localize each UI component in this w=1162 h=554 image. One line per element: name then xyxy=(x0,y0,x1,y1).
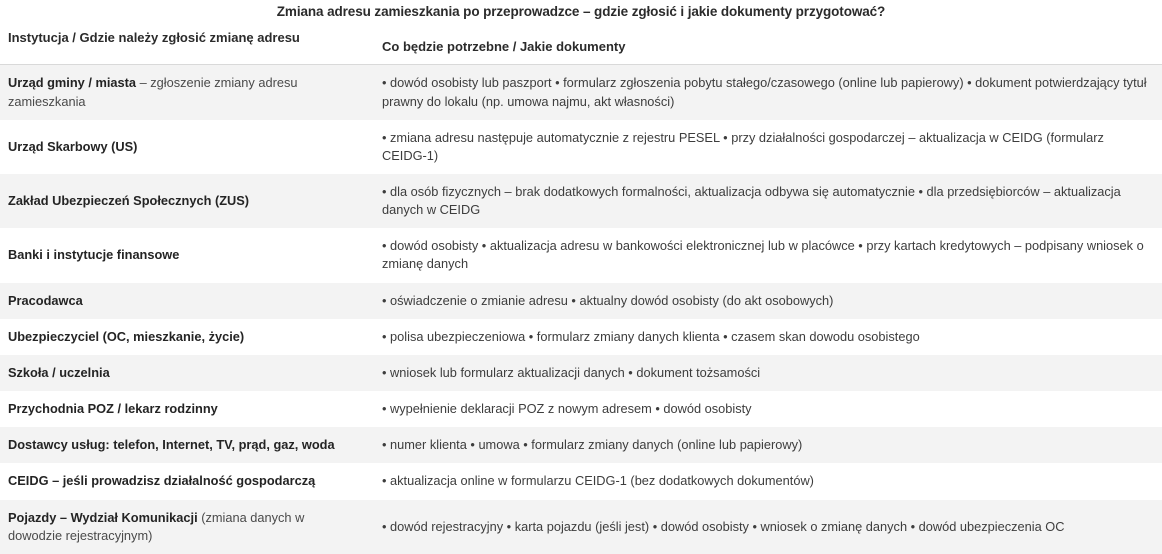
table-body xyxy=(0,65,1162,554)
table-head xyxy=(0,26,1162,65)
table-row xyxy=(0,500,1162,554)
institution-name: CEIDG – jeśli prowadzisz działalność gospodarczą xyxy=(8,473,316,489)
table-row xyxy=(0,319,1162,355)
table-row xyxy=(0,120,1162,174)
institution-name: Urząd Skarbowy (US) xyxy=(8,138,138,154)
table-row xyxy=(0,65,1162,120)
cell-institution xyxy=(0,65,370,120)
institution-name: Banki i instytucje finansowe xyxy=(8,247,180,263)
table-row xyxy=(0,174,1162,228)
institution-name: Szkoła / uczelnia xyxy=(8,364,110,380)
cell-institution xyxy=(0,463,370,499)
cell-documents: • polisa ubezpieczeniowa • formularz zmiany danych klienta • czasem skan dowodu osobistego xyxy=(370,319,1162,355)
table-header-row xyxy=(0,26,1162,65)
cell-documents: • zmiana adresu następuje automatycznie z rejestru PESEL • przy działalności gospodarczej – aktualizacja w CEIDG (formularz CEIDG-1) xyxy=(370,120,1162,174)
cell-institution xyxy=(0,228,370,282)
table-row xyxy=(0,427,1162,463)
cell-institution xyxy=(0,500,370,554)
cell-documents: • dowód osobisty lub paszport • formularz zgłoszenia pobytu stałego/czasowego (online lub papierowy) • dokument potwierdzający tytuł prawny do lokalu (np. umowa najmu, akt własności) xyxy=(370,65,1162,120)
table-row xyxy=(0,283,1162,319)
institution-name: Pracodawca xyxy=(8,292,83,308)
cell-documents: • wypełnienie deklaracji POZ z nowym adresem • dowód osobisty xyxy=(370,391,1162,427)
column-header-documents: Co będzie potrzebne / Jakie dokumenty xyxy=(370,26,1162,65)
column-header-institution: Instytucja / Gdzie należy zgłosić zmianę adresu xyxy=(0,26,370,65)
page-title: Zmiana adresu zamieszkania po przeprowadzce – gdzie zgłosić i jakie dokumenty przygotować? xyxy=(276,4,886,19)
cell-documents: • wniosek lub formularz aktualizacji danych • dokument tożsamości xyxy=(370,355,1162,391)
institution-name: Dostawcy usług: telefon, Internet, TV, prąd, gaz, woda xyxy=(8,437,335,453)
table-row xyxy=(0,355,1162,391)
table-row xyxy=(0,391,1162,427)
cell-documents: • oświadczenie o zmianie adresu • aktualny dowód osobisty (do akt osobowych) xyxy=(370,283,1162,319)
institution-note: (zmiana danych w dowodzie rejestracyjnym) xyxy=(8,509,305,543)
cell-institution xyxy=(0,319,370,355)
address-change-table xyxy=(0,26,1162,554)
institution-name: Ubezpieczyciel (OC, mieszkanie, życie) xyxy=(8,328,245,344)
cell-documents: • dla osób fizycznych – brak dodatkowych formalności, aktualizacja odbywa się automatycznie • dla przedsiębiorców – aktualizacja danych w CEIDG xyxy=(370,174,1162,228)
institution-name: Przychodnia POZ / lekarz rodzinny xyxy=(8,401,218,417)
institution-name: Zakład Ubezpieczeń Społecznych (ZUS) xyxy=(8,193,250,209)
cell-documents: • aktualizacja online w formularzu CEIDG-1 (bez dodatkowych dokumentów) xyxy=(370,463,1162,499)
cell-institution xyxy=(0,391,370,427)
cell-documents: • dowód osobisty • aktualizacja adresu w bankowości elektronicznej lub w placówce • przy kartach kredytowych – podpisany wniosek o zmianę danych xyxy=(370,228,1162,282)
cell-institution xyxy=(0,427,370,463)
table-row xyxy=(0,228,1162,282)
table-row xyxy=(0,463,1162,499)
cell-institution xyxy=(0,283,370,319)
institution-name: Urząd gminy / miasta xyxy=(8,75,137,91)
cell-institution xyxy=(0,355,370,391)
institution-name: Pojazdy – Wydział Komunikacji xyxy=(8,509,198,525)
cell-documents: • dowód rejestracyjny • karta pojazdu (jeśli jest) • dowód osobisty • wniosek o zmianę danych • dowód ubezpieczenia OC xyxy=(370,500,1162,554)
institution-note: – zgłoszenie zmiany adresu zamieszkania xyxy=(8,75,298,109)
cell-institution xyxy=(0,120,370,174)
cell-documents: • numer klienta • umowa • formularz zmiany danych (online lub papierowy) xyxy=(370,427,1162,463)
cell-institution xyxy=(0,174,370,228)
